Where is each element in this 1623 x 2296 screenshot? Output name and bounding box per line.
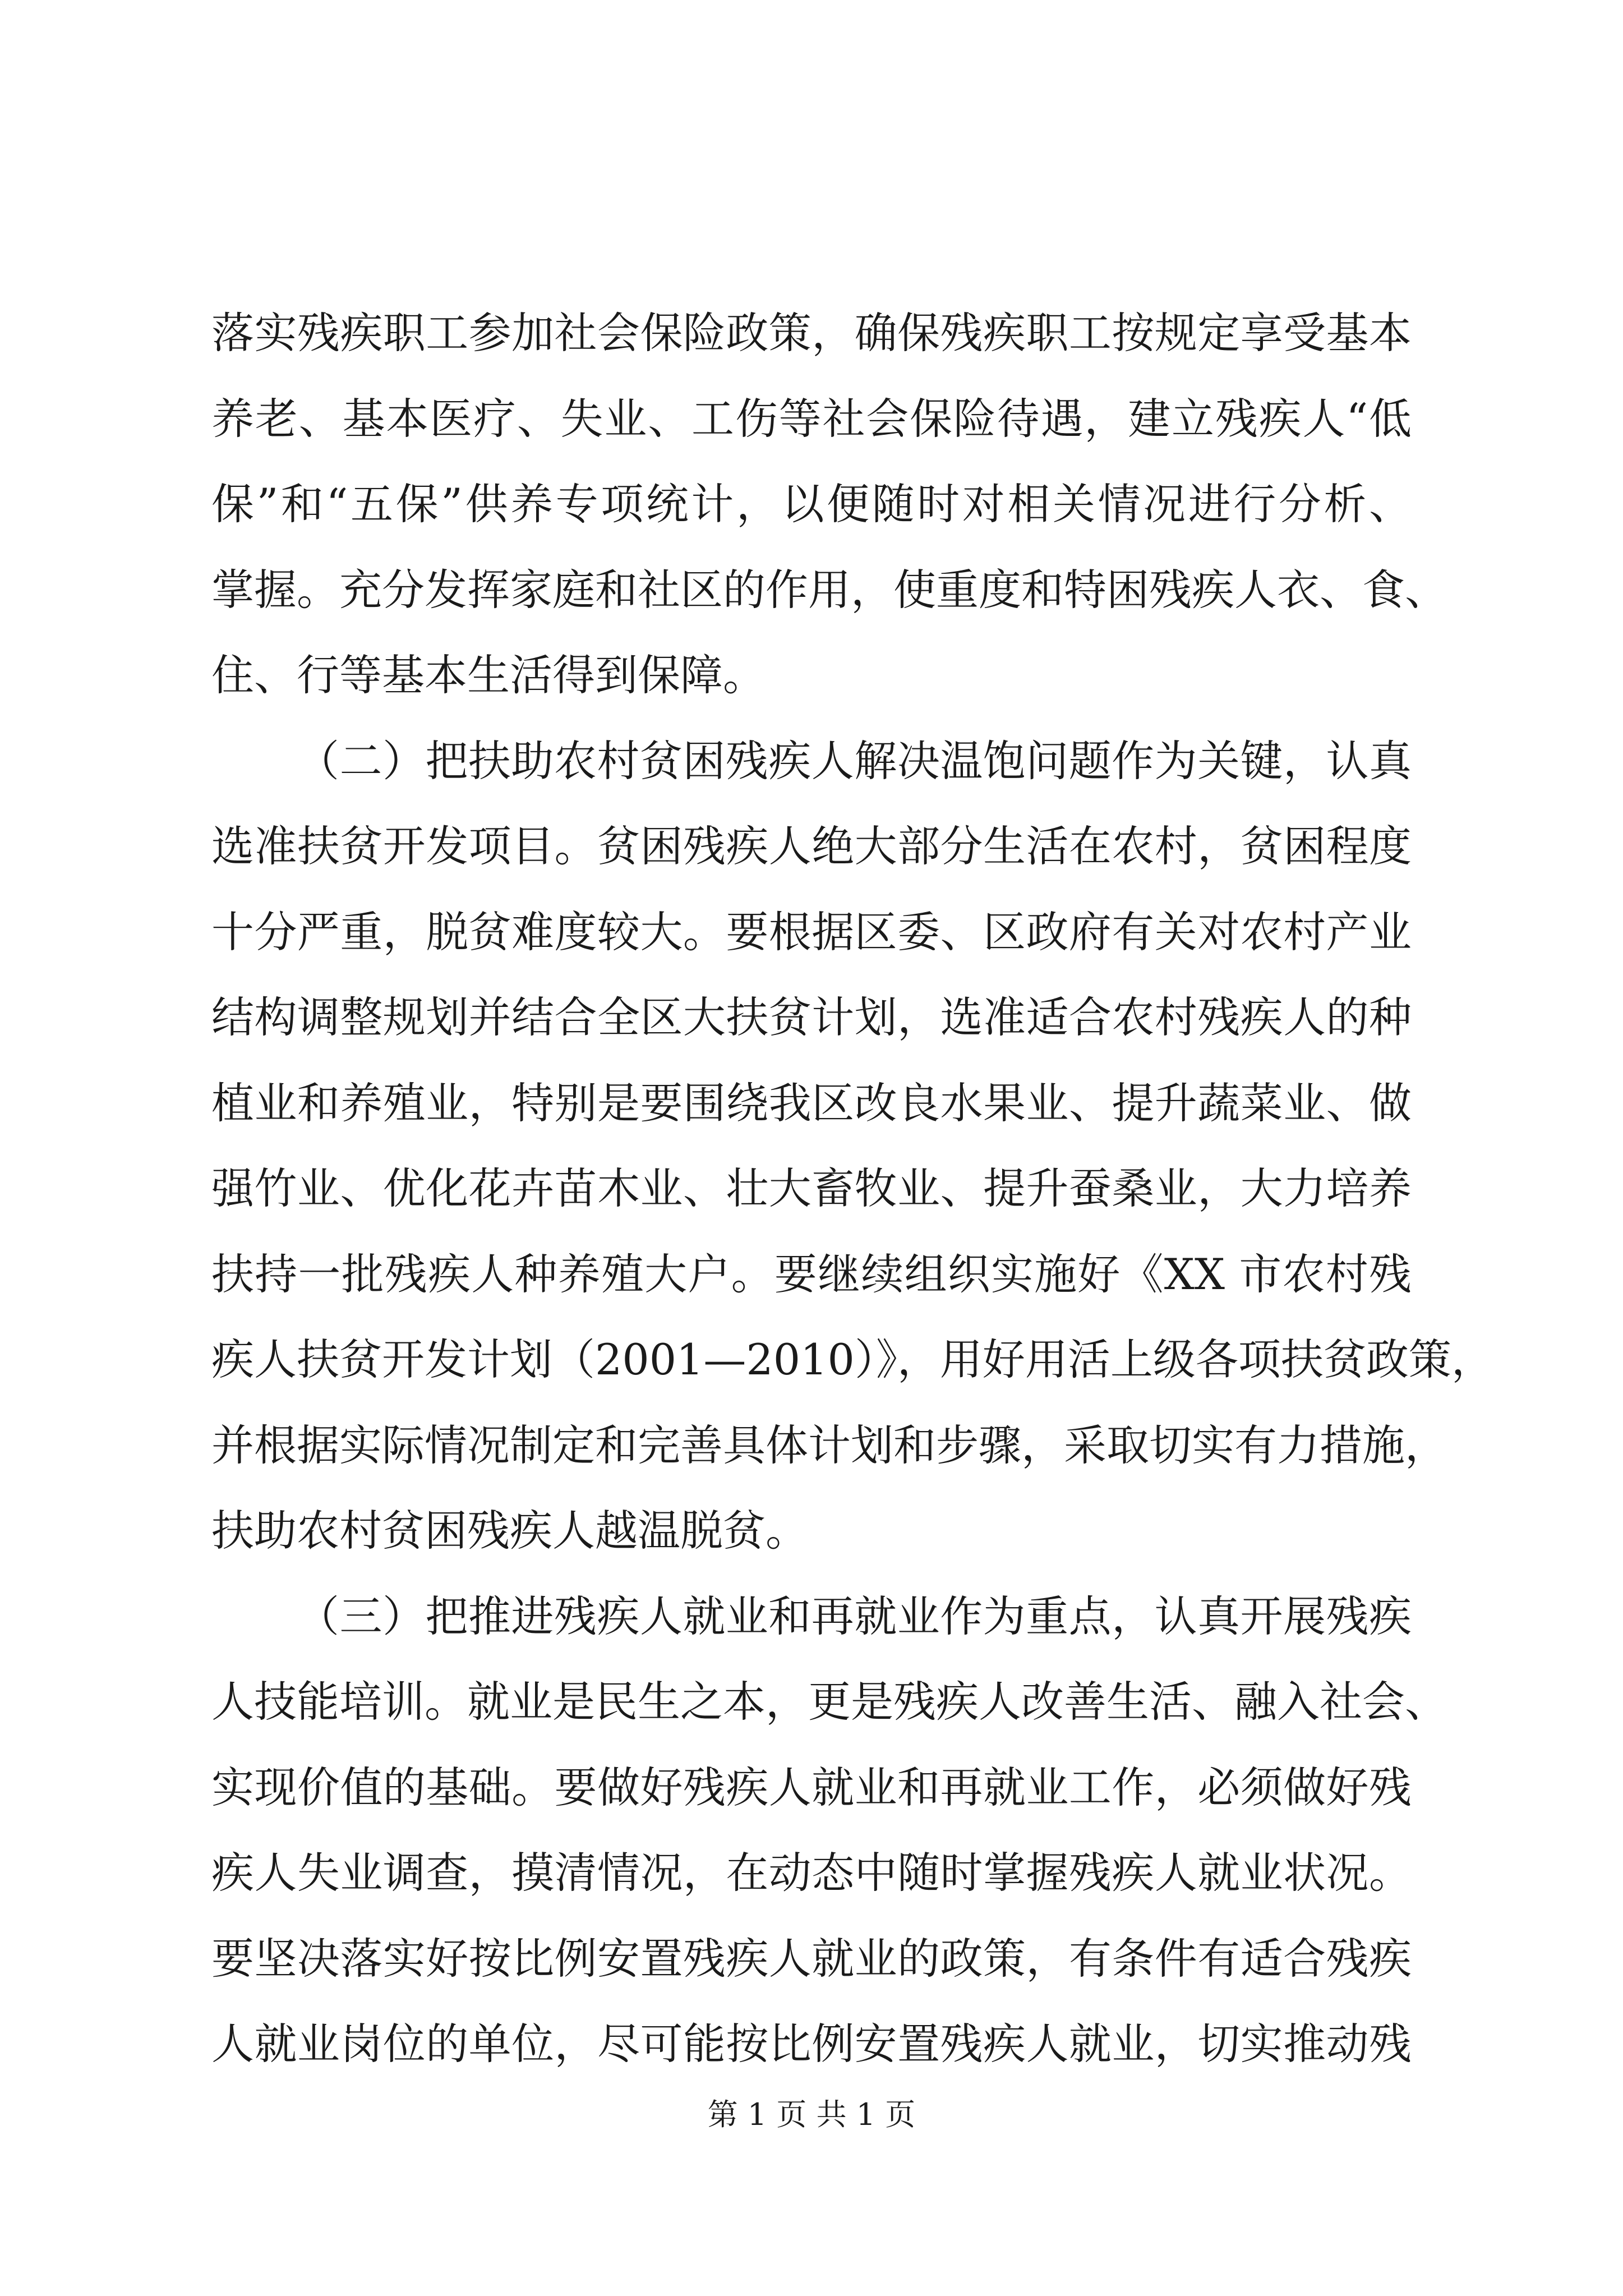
text-line: 保”和“五保”供养专项统计，以便随时对相关情况进行分析、 <box>211 479 1412 529</box>
text-line: 疾人扶贫开发计划（2001—2010）》，用好用活上级各项扶贫政策， <box>211 1335 1494 1384</box>
section-heading-line: （三）把推进残疾人就业和再就业作为重点，认真开展残疾 <box>297 1591 1412 1641</box>
text-line: 实现价值的基础。要做好残疾人就业和再就业工作，必须做好残 <box>211 1762 1412 1812</box>
text-line: 落实残疾职工参加社会保险政策，确保残疾职工按规定享受基本 <box>211 308 1412 358</box>
section-heading-line: （二）把扶助农村贫困残疾人解决温饱问题作为关键，认真 <box>297 735 1412 786</box>
text-line: 要坚决落实好按比例安置残疾人就业的政策，有条件有适合残疾 <box>211 1933 1412 1984</box>
text-line: 疾人失业调查，摸清情况，在动态中随时掌握残疾人就业状况。 <box>211 1848 1412 1898</box>
text-line: 强竹业、优化花卉苗木业、壮大畜牧业、提升蚕桑业，大力培养 <box>211 1163 1412 1213</box>
text-line: 人技能培训。就业是民生之本，更是残疾人改善生活、融入社会、 <box>211 1677 1447 1727</box>
page-footer <box>0 2095 1623 2134</box>
text-line: 扶助农村贫困残疾人越温脱贫。 <box>211 1506 808 1556</box>
text-line: 植业和养殖业，特别是要围绕我区改良水果业、提升蔬菜业、做 <box>211 1078 1412 1128</box>
page-number: 第 1 页 共 1 页 <box>707 2097 916 2132</box>
text-line: 扶持一批残疾人种养殖大户。要继续组织实施好《XX 市农村残 <box>211 1249 1412 1299</box>
text-line: 住、行等基本生活得到保障。 <box>211 650 766 700</box>
text-line: 人就业岗位的单位，尽可能按比例安置残疾人就业，切实推动残 <box>211 2019 1412 2069</box>
text-line: 养老、基本医疗、失业、工伤等社会保险待遇，建立残疾人“低 <box>211 393 1412 444</box>
text-line: 十分严重，脱贫难度较大。要根据区委、区政府有关对农村产业 <box>211 907 1412 957</box>
text-line: 并根据实际情况制定和完善具体计划和步骤，采取切实有力措施， <box>211 1420 1447 1470</box>
text-line: 掌握。充分发挥家庭和社区的作用，使重度和特困残疾人衣、食、 <box>211 564 1447 615</box>
document-body <box>211 291 1494 2087</box>
text-line: 选准扶贫开发项目。贫困残疾人绝大部分生活在农村，贫困程度 <box>211 821 1412 871</box>
text-line: 结构调整规划并结合全区大扶贫计划，选准适合农村残疾人的种 <box>211 992 1412 1042</box>
